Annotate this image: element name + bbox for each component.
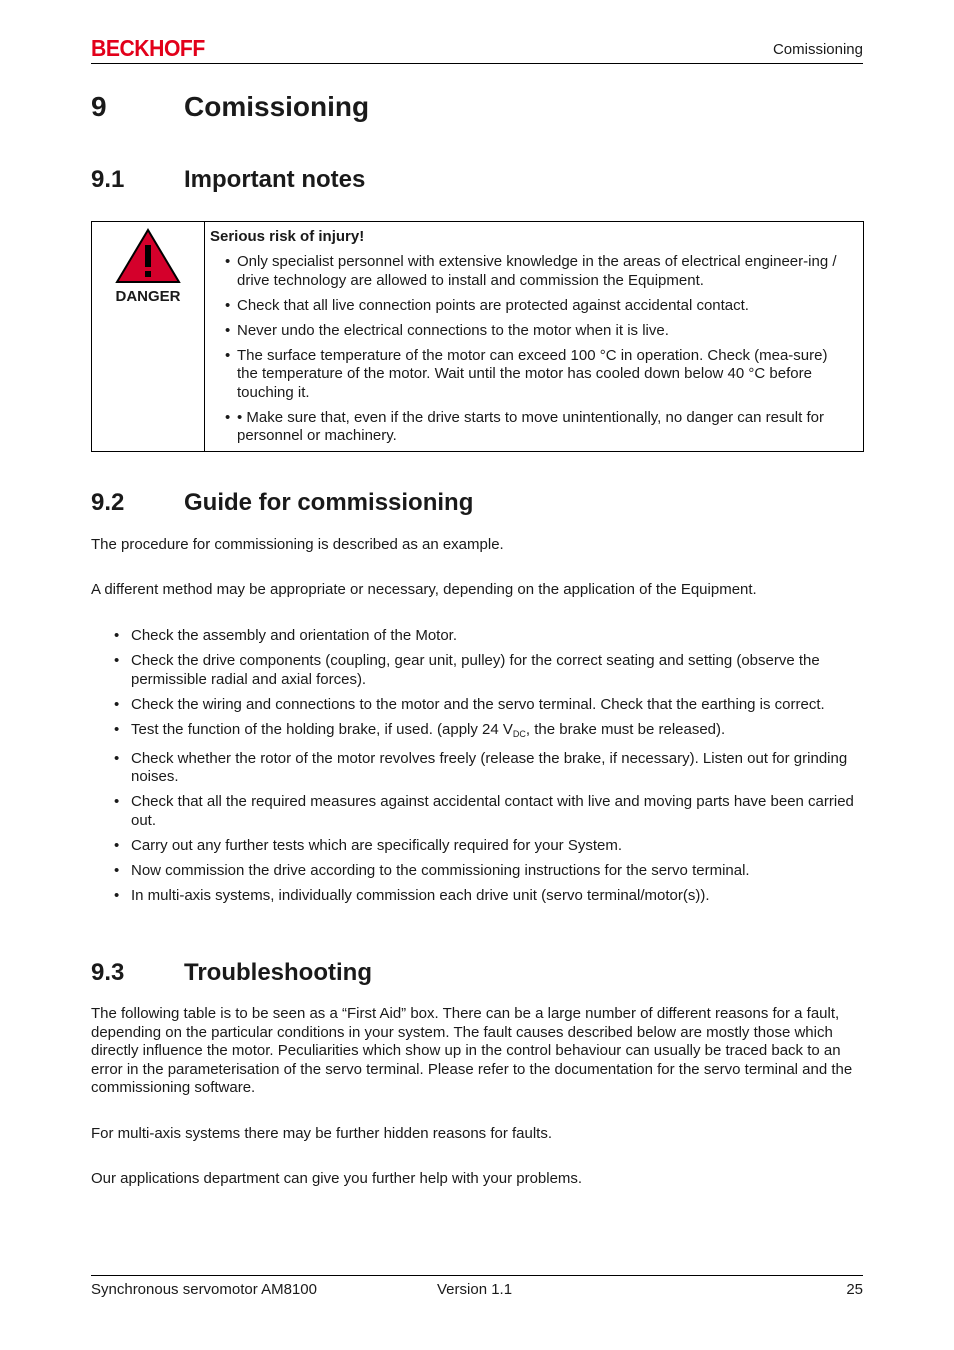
section-heading-troubleshooting <box>0 959 954 989</box>
list-item: • Now commission the drive according to the commissioning instructions for the servo terminal. <box>91 862 863 881</box>
section-heading-guide <box>0 489 954 519</box>
footer-rule <box>91 1275 863 1276</box>
footer-version: Version 1.1 <box>437 1281 513 1298</box>
chapter-number: 9 <box>91 91 107 122</box>
chapter-title: Comissioning <box>184 91 370 122</box>
footer-page-number: 25 <box>846 1281 863 1298</box>
header-section-title: Comissioning <box>772 41 863 58</box>
danger-label: DANGER <box>115 288 181 305</box>
danger-content <box>210 228 850 452</box>
section-heading-important-notes <box>0 166 954 196</box>
paragraph: The procedure for commissioning is described as an example. <box>91 536 504 553</box>
section-title: Guide for commissioning <box>184 489 474 516</box>
header-rule <box>91 63 863 64</box>
list-item: • The surface temperature of the motor can exceed 100 °C in operation. Check (mea-sure) the temperature of the motor. Wait until the motor has cooled down below 40 °C before touching it. <box>210 347 850 403</box>
paragraph: A different method may be appropriate or necessary, depending on the application of the Equipment. <box>91 581 757 598</box>
chapter-heading <box>0 91 954 127</box>
danger-icon-cell <box>92 222 205 451</box>
paragraph: The following table is to be seen as a “First Aid” box. There can be a large number of different reasons for a fault, depending on the particular conditions in your system. The fault causes described below are mostly those which directly influence the motor. Peculiarities which show up in the control behaviour can usually be traced back to an error in the parameterisation of the servo terminal. Please refer to the documentation for the servo terminal and the commissioning software. <box>91 1005 853 1096</box>
list-item: • • Make sure that, even if the drive starts to move unintentionally, no danger can result for personnel or machinery. <box>210 409 850 446</box>
list-item: • Carry out any further tests which are specifically required for your System. <box>91 837 863 856</box>
footer-product: Synchronous servomotor AM8100 <box>91 1281 317 1298</box>
list-item-brake-test <box>91 721 863 744</box>
danger-notice-box <box>91 221 864 452</box>
section-number: 9.3 <box>91 959 125 986</box>
voltage-subscript: DC <box>512 728 526 739</box>
brake-test-tail: , the brake must be released). <box>525 720 726 738</box>
list-item: • Check the drive components (coupling, gear unit, pulley) for the correct seating and setting (observe the permissible radial and axial forces). <box>91 652 863 689</box>
warning-triangle-icon <box>114 227 182 285</box>
list-item: • Check the assembly and orientation of the Motor. <box>91 627 863 646</box>
section-number: 9.1 <box>91 166 125 193</box>
danger-list <box>210 253 850 446</box>
list-item: • Check that all the required measures against accidental contact with live and moving parts have been carried out. <box>91 793 863 830</box>
commissioning-steps-list <box>91 627 863 912</box>
section-title: Troubleshooting <box>184 959 372 986</box>
paragraph: For multi-axis systems there may be further hidden reasons for faults. <box>91 1125 553 1142</box>
beckhoff-logo: BECKHOFF <box>91 35 205 61</box>
list-item: • Check whether the rotor of the motor revolves freely (release the brake, if necessary). Listen out for grinding noises. <box>91 750 863 787</box>
danger-heading: Serious risk of injury! <box>210 228 365 245</box>
brake-test-text: Test the function of the holding brake, if used. (apply 24 V <box>131 720 513 738</box>
paragraph: Our applications department can give you further help with your problems. <box>91 1170 583 1187</box>
section-number: 9.2 <box>91 489 125 516</box>
list-item: • Only specialist personnel with extensive knowledge in the areas of electrical engineer-ing / drive technology are allowed to install and commission the Equipment. <box>210 253 850 290</box>
list-item: • In multi-axis systems, individually commission each drive unit (servo terminal/motor(s)). <box>91 887 863 906</box>
list-item: • Never undo the electrical connections to the motor when it is live. <box>210 322 850 341</box>
list-item: • Check that all live connection points are protected against accidental contact. <box>210 297 850 316</box>
section-title: Important notes <box>184 166 366 193</box>
list-item: • Check the wiring and connections to the motor and the servo terminal. Check that the earthing is correct. <box>91 696 863 715</box>
